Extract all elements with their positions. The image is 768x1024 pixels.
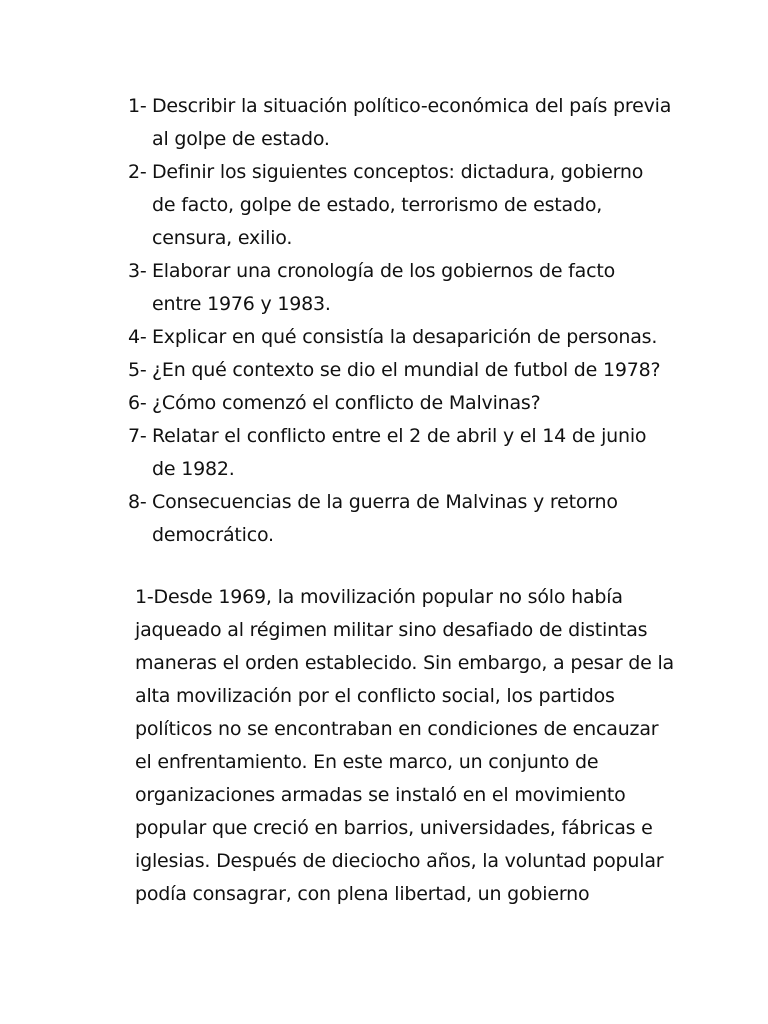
answer-line: políticos no se encontraban en condiciones de encauzar — [135, 718, 659, 740]
question-text — [152, 321, 668, 354]
question-line: Consecuencias de la guerra de Malvinas y retorno — [152, 491, 618, 513]
question-text — [152, 90, 671, 156]
question-number: 4- — [128, 326, 147, 348]
question-line: al golpe de estado. — [152, 128, 330, 150]
question-item-6 — [128, 387, 668, 420]
question-line: Relatar el conflicto entre el 2 de abril y el 14 de junio — [152, 425, 647, 447]
question-line: Definir los siguientes conceptos: dictadura, gobierno — [152, 161, 644, 183]
question-line: ¿Cómo comenzó el conflicto de Malvinas? — [152, 392, 541, 414]
question-number: 6- — [128, 392, 147, 414]
answer-line: organizaciones armadas se instaló en el movimiento — [135, 784, 626, 806]
question-line: de facto, golpe de estado, terrorismo de estado, — [152, 194, 603, 216]
question-text — [152, 354, 668, 387]
question-number: 3- — [128, 260, 147, 282]
question-number: 5- — [128, 359, 147, 381]
question-line: entre 1976 y 1983. — [152, 293, 331, 315]
question-item-5 — [128, 354, 668, 387]
question-text — [152, 420, 668, 486]
question-number: 2- — [128, 161, 147, 183]
question-item-2 — [128, 156, 668, 255]
question-item-8 — [128, 486, 668, 552]
answer-line: podía consagrar, con plena libertad, un gobierno — [135, 883, 590, 905]
question-number: 8- — [128, 491, 147, 513]
question-line: democrático. — [152, 524, 274, 546]
question-text — [152, 387, 668, 420]
answer-line: alta movilización por el conflicto social, los partidos — [135, 685, 615, 707]
question-line: Describir la situación político-económica del país previa — [152, 95, 672, 117]
question-item-4 — [128, 321, 668, 354]
answer-line: 1-Desde 1969, la movilización popular no sólo había — [135, 586, 623, 608]
answer-line: el enfrentamiento. En este marco, un conjunto de — [135, 751, 599, 773]
question-line: Explicar en qué consistía la desaparición de personas. — [152, 326, 658, 348]
answer-line: maneras el orden establecido. Sin embargo, a pesar de la — [135, 652, 674, 674]
question-text — [152, 486, 668, 552]
answer-paragraph — [135, 581, 675, 911]
answer-line: jaqueado al régimen militar sino desafiado de distintas — [135, 619, 648, 641]
question-line: censura, exilio. — [152, 227, 293, 249]
question-number: 7- — [128, 425, 147, 447]
answer-line: iglesias. Después de dieciocho años, la voluntad popular — [135, 850, 664, 872]
question-line: Elaborar una cronología de los gobiernos de facto — [152, 260, 616, 282]
question-text — [152, 255, 668, 321]
question-item-3 — [128, 255, 668, 321]
question-item-7 — [128, 420, 668, 486]
question-number: 1- — [128, 95, 147, 117]
question-line: de 1982. — [152, 458, 235, 480]
answer-line: popular que creció en barrios, universidades, fábricas e — [135, 817, 653, 839]
question-item-1 — [128, 90, 672, 156]
question-line: ¿En qué contexto se dio el mundial de futbol de 1978? — [152, 359, 661, 381]
question-list — [128, 90, 672, 552]
question-text — [152, 156, 668, 255]
